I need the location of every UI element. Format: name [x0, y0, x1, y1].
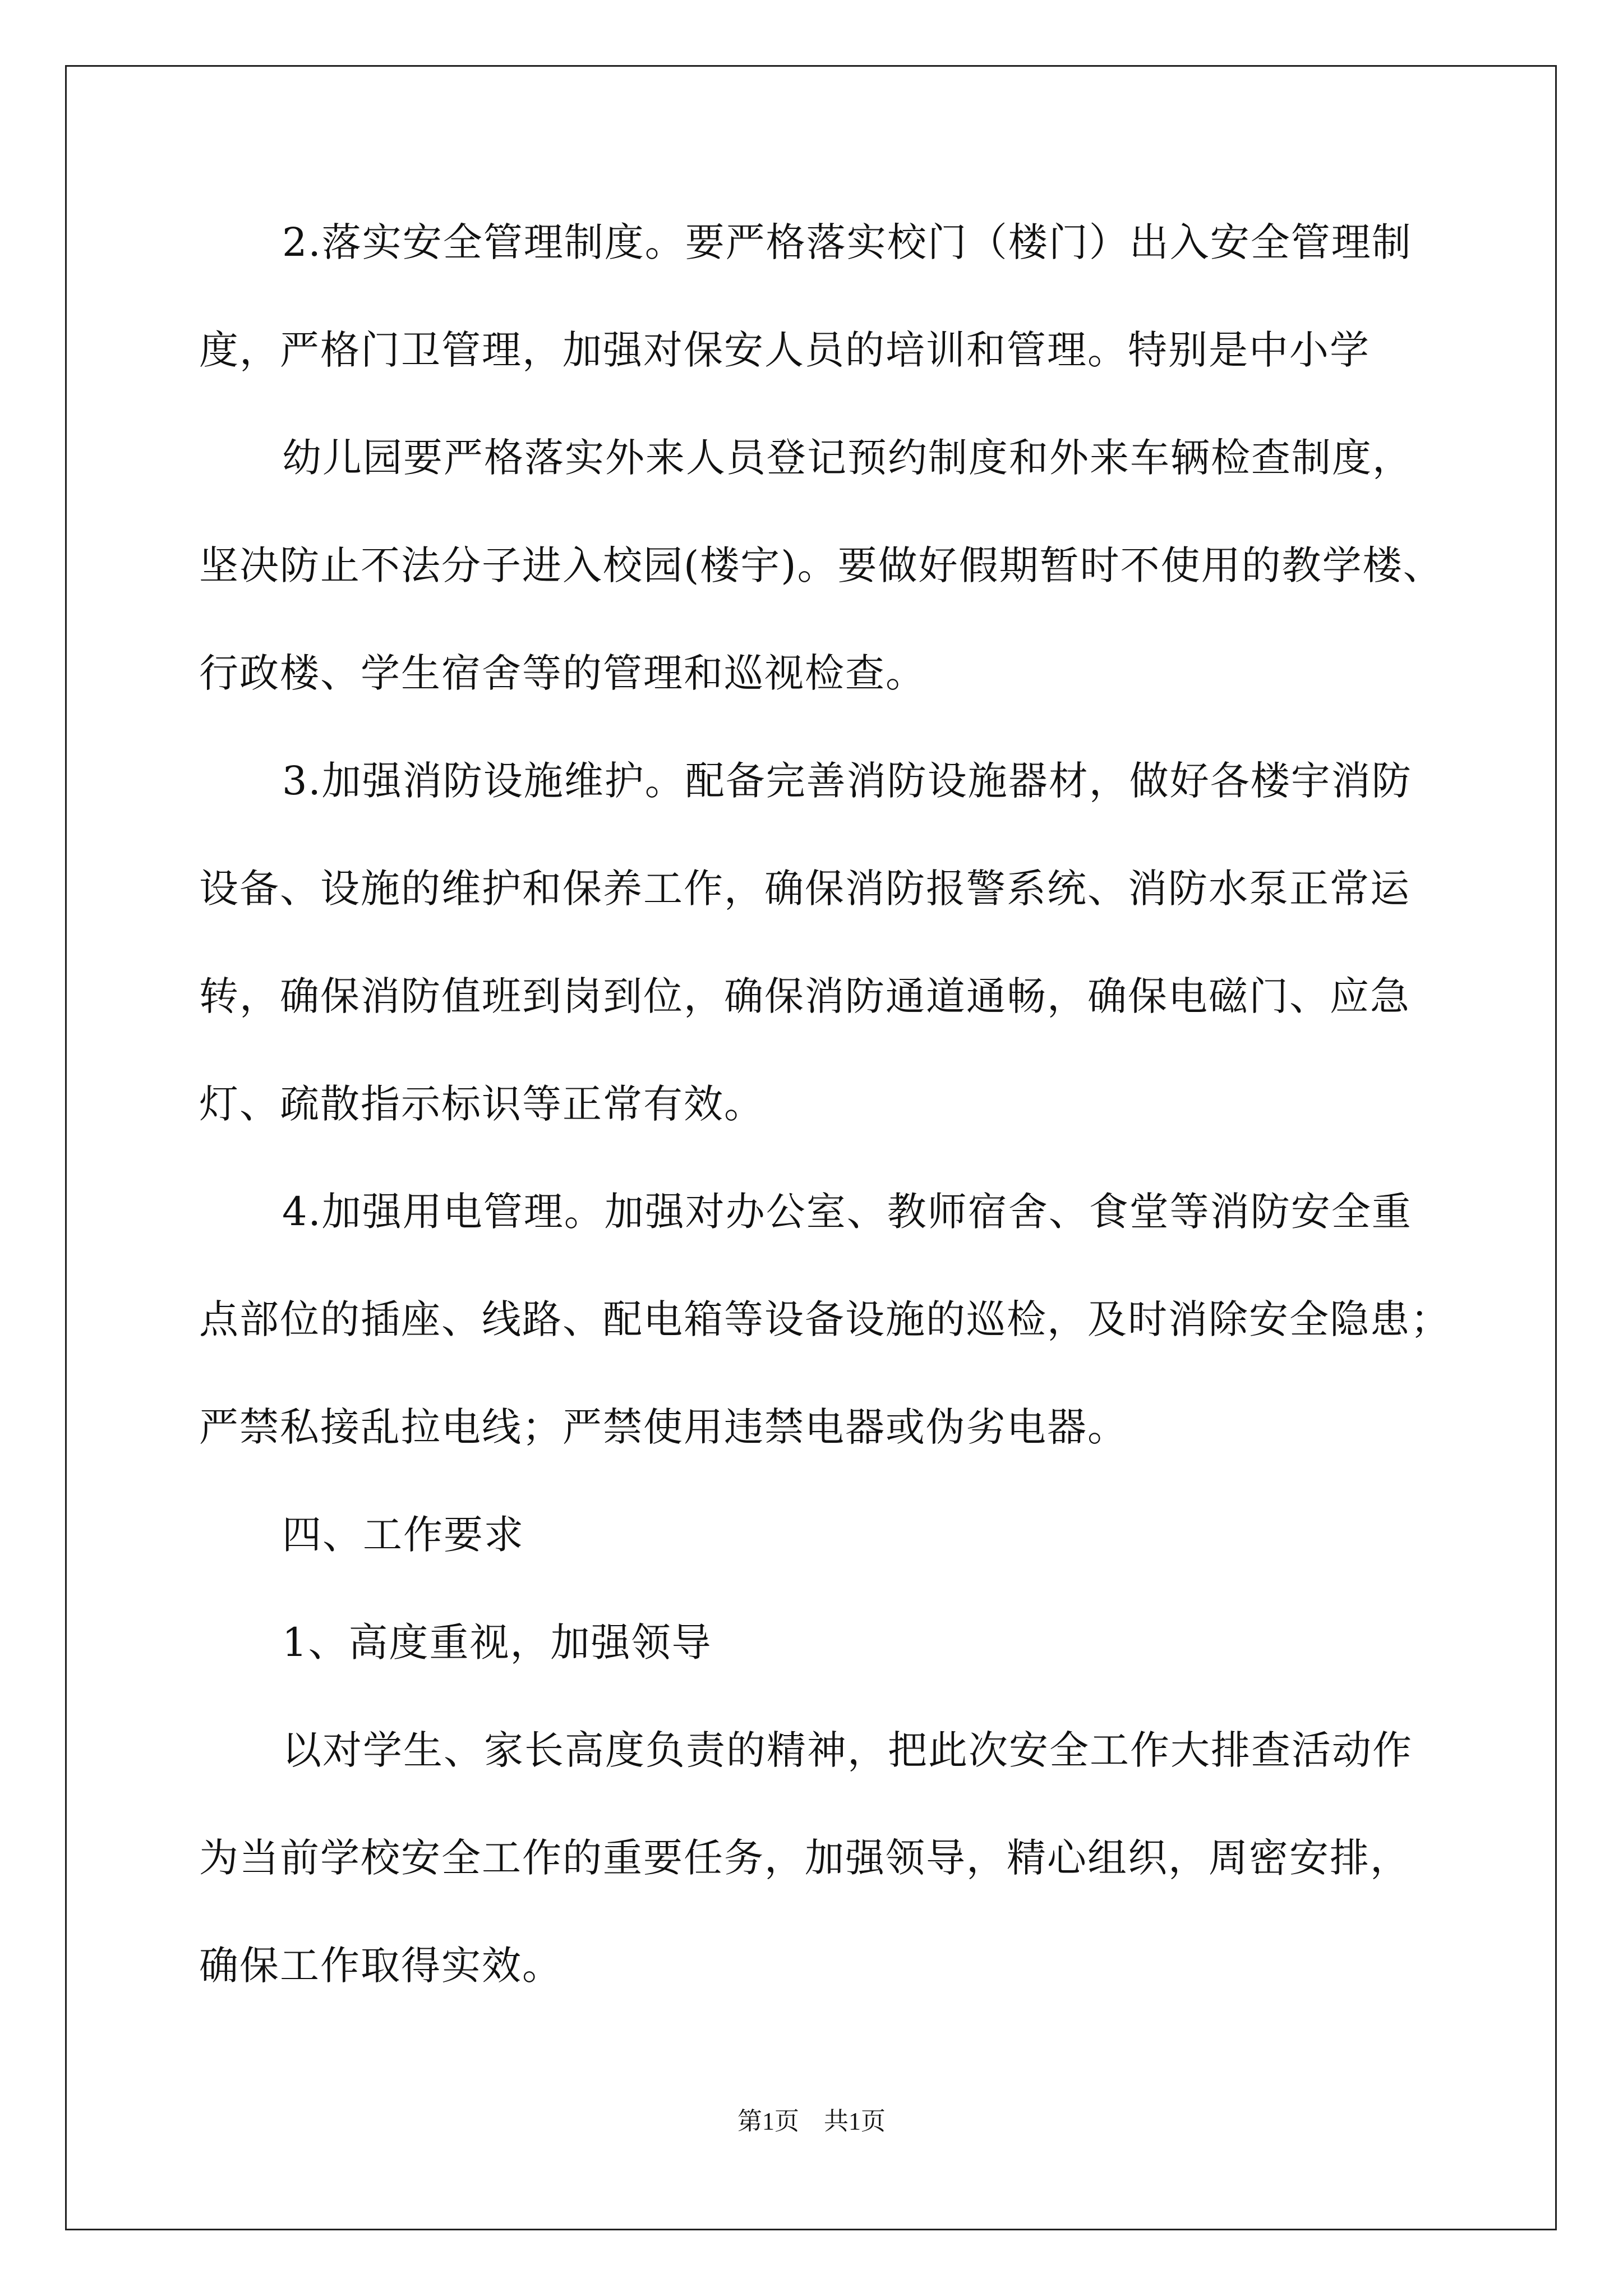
page-number-footer: 第1页 共1页: [737, 2108, 886, 2135]
paragraph-line: 为当前学校安全工作的重要任务，加强领导，精心组织，周密安排，: [199, 1835, 1410, 1881]
paragraph-line: 转，确保消防值班到岗到位，确保消防通道通畅，确保电磁门、应急: [199, 973, 1410, 1019]
subsection-heading: 1、高度重视，加强领导: [282, 1619, 712, 1665]
paragraph-line: 确保工作取得实效。: [199, 1943, 562, 1989]
paragraph-line: 设备、设施的维护和保养工作，确保消防报警系统、消防水泵正常运: [199, 866, 1410, 912]
section-heading: 四、工作要求: [282, 1512, 524, 1558]
paragraph-line: 4.加强用电管理。加强对办公室、教师宿舍、食堂等消防安全重: [282, 1189, 1412, 1235]
paragraph-line: 灯、疏散指示标识等正常有效。: [199, 1081, 764, 1127]
paragraph-line: 度，严格门卫管理，加强对保安人员的培训和管理。特别是中小学: [199, 327, 1370, 373]
page-border: [65, 65, 1557, 2230]
paragraph-line: 严禁私接乱拉电线；严禁使用违禁电器或伪劣电器。: [199, 1404, 1128, 1450]
paragraph-line: 行政楼、学生宿舍等的管理和巡视检查。: [199, 650, 926, 696]
paragraph-line: 以对学生、家长高度负责的精神，把此次安全工作大排查活动作: [282, 1727, 1413, 1773]
paragraph-line: 点部位的插座、线路、配电箱等设备设施的巡检，及时消除安全隐患；: [199, 1296, 1451, 1342]
paragraph-line: 2.落实安全管理制度。要严格落实校门（楼门）出入安全管理制: [282, 219, 1412, 265]
paragraph-line: 3.加强消防设施维护。配备完善消防设施器材，做好各楼宇消防: [282, 758, 1412, 804]
paragraph-line: 幼儿园要严格落实外来人员登记预约制度和外来车辆检查制度，: [282, 435, 1413, 481]
paragraph-line: 坚决防止不法分子进入校园(楼宇)。要做好假期暂时不使用的教学楼、: [199, 542, 1444, 588]
